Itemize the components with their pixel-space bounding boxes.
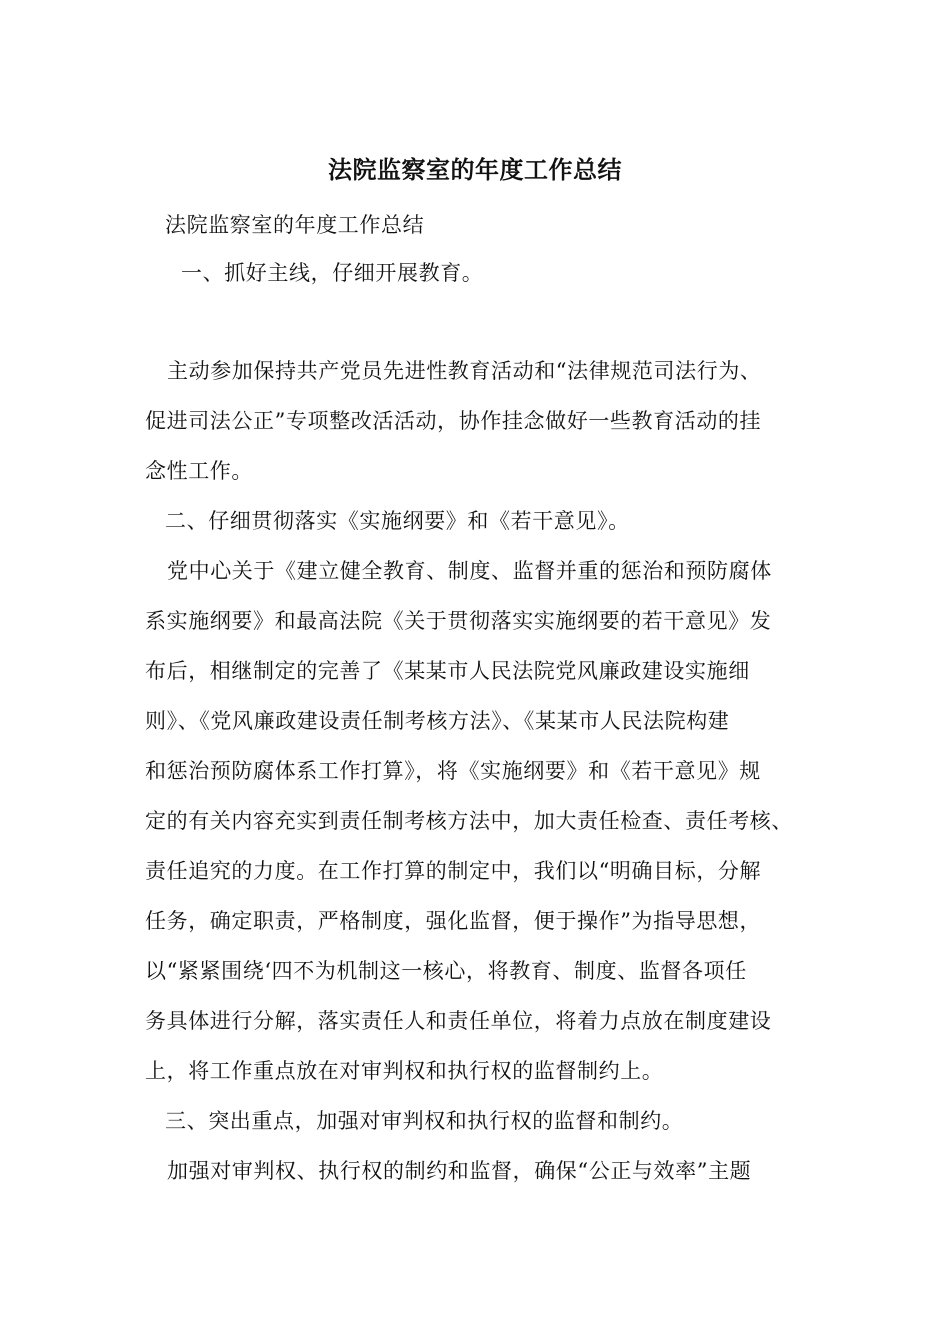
paragraph-line: 系实施纲要》和最高法院《关于贯彻落实实施纲要的若干意见》发 — [145, 609, 772, 633]
paragraph-line: 主动参加保持共产党员先进性教育活动和“法律规范司法行为、 — [167, 359, 762, 383]
paragraph-line: 促进司法公正”专项整改活活动，协作挂念做好一些教育活动的挂 — [145, 409, 762, 433]
paragraph-line: 和惩治预防腐体系工作打算》，将《实施纲要》和《若干意见》规 — [145, 759, 761, 783]
section-heading-2: 二、仔细贯彻落实《实施纲要》和《若干意见》。 — [165, 509, 630, 533]
section-heading-3: 三、突出重点，加强对审判权和执行权的监督和制约。 — [165, 1109, 684, 1133]
subtitle-line: 法院监察室的年度工作总结 — [165, 213, 425, 237]
paragraph-line: 定的有关内容充实到责任制考核方法中，加大责任检查、责任考核、 — [145, 809, 793, 833]
paragraph-line: 上，将工作重点放在对审判权和执行权的监督制约上。 — [145, 1059, 664, 1083]
paragraph-line: 任务，确定职责，严格制度，强化监督，便于操作”为指导思想， — [145, 909, 762, 933]
paragraph-line: 以“紧紧围绕‘四不为机制这一核心，将教育、制度、监督各项任 — [145, 959, 747, 983]
paragraph-line: 念性工作。 — [145, 459, 253, 483]
paragraph-line: 责任追究的力度。在工作打算的制定中，我们以“明确目标，分解 — [145, 859, 762, 883]
section-heading-1: 一、抓好主线，仔细开展教育。 — [181, 261, 484, 285]
paragraph-line: 党中心关于《建立健全教育、制度、监督并重的惩治和预防腐体 — [167, 559, 772, 583]
paragraph-line: 则》、《党风廉政建设责任制考核方法》、《某某市人民法院构建 — [145, 709, 730, 733]
paragraph-line: 务具体进行分解，落实责任人和责任单位，将着力点放在制度建设 — [145, 1009, 772, 1033]
document-title: 法院监察室的年度工作总结 — [328, 155, 622, 184]
paragraph-line: 加强对审判权、执行权的制约和监督，确保“公正与效率”主题 — [167, 1159, 752, 1183]
paragraph-line: 布后，相继制定的完善了《某某市人民法院党风廉政建设实施细 — [145, 659, 750, 683]
